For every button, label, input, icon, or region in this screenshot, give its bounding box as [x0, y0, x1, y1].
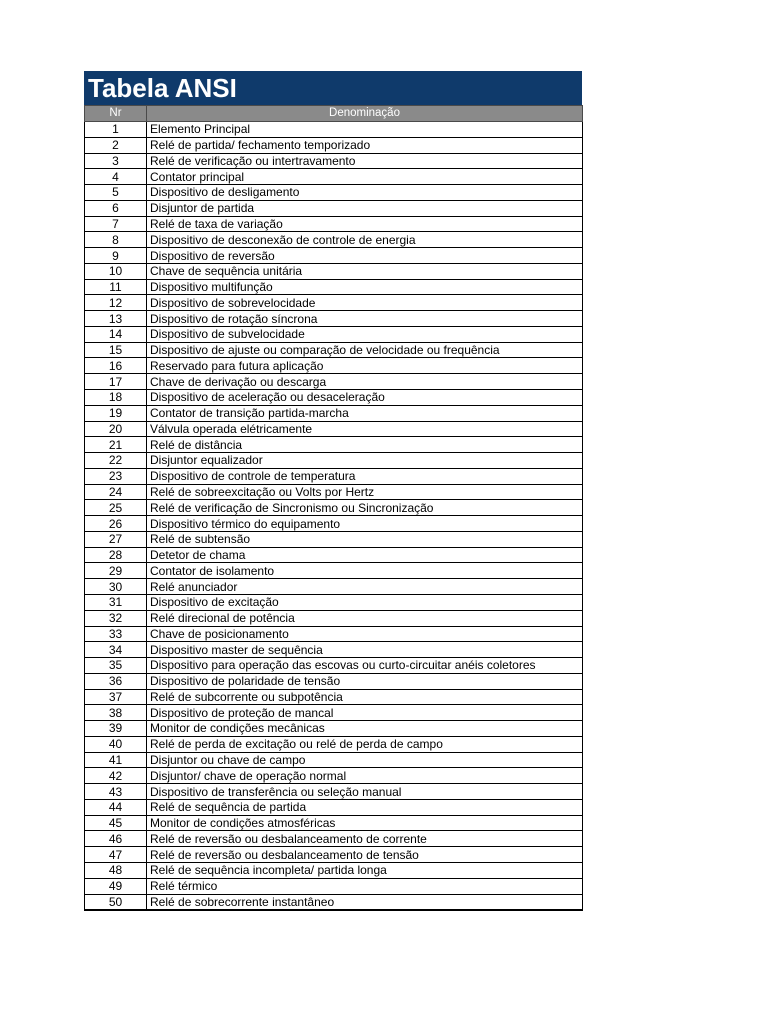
row-denomination: Relé de taxa de variação — [147, 216, 583, 232]
header-row — [85, 106, 583, 122]
row-denomination: Dispositivo de rotação síncrona — [147, 311, 583, 327]
row-number: 41 — [85, 752, 147, 768]
row-denomination: Relé de verificação de Sincronismo ou Sincronização — [147, 500, 583, 516]
table-row — [85, 374, 583, 390]
row-number: 26 — [85, 516, 147, 532]
row-number: 23 — [85, 468, 147, 484]
row-denomination: Chave de posicionamento — [147, 626, 583, 642]
row-denomination: Relé de partida/ fechamento temporizado — [147, 137, 583, 153]
row-number: 40 — [85, 736, 147, 752]
row-number: 29 — [85, 563, 147, 579]
table-row — [85, 563, 583, 579]
row-number: 16 — [85, 358, 147, 374]
row-number: 46 — [85, 831, 147, 847]
table-row — [85, 484, 583, 500]
row-number: 49 — [85, 878, 147, 894]
row-number: 48 — [85, 862, 147, 878]
row-number: 18 — [85, 390, 147, 406]
row-denomination: Contator de isolamento — [147, 563, 583, 579]
table-row — [85, 216, 583, 232]
row-number: 27 — [85, 531, 147, 547]
row-number: 31 — [85, 594, 147, 610]
table-row — [85, 453, 583, 469]
row-denomination: Disjuntor equalizador — [147, 453, 583, 469]
row-number: 11 — [85, 279, 147, 295]
table-row — [85, 137, 583, 153]
table-row — [85, 799, 583, 815]
table-row — [85, 736, 583, 752]
table-row — [85, 421, 583, 437]
ansi-table — [84, 105, 583, 911]
row-number: 39 — [85, 721, 147, 737]
table-body — [85, 122, 583, 911]
table-row — [85, 721, 583, 737]
table-row — [85, 547, 583, 563]
row-denomination: Dispositivo master de sequência — [147, 642, 583, 658]
row-number: 8 — [85, 232, 147, 248]
table-row — [85, 200, 583, 216]
row-denomination: Elemento Principal — [147, 122, 583, 138]
table-row — [85, 263, 583, 279]
row-denomination: Relé de sequência incompleta/ partida longa — [147, 862, 583, 878]
row-number: 12 — [85, 295, 147, 311]
table-row — [85, 673, 583, 689]
row-denomination: Relé de sobreexcitação ou Volts por Hertz — [147, 484, 583, 500]
row-denomination: Dispositivo térmico do equipamento — [147, 516, 583, 532]
row-number: 37 — [85, 689, 147, 705]
row-number: 28 — [85, 547, 147, 563]
table-row — [85, 878, 583, 894]
title-bar — [84, 71, 582, 105]
table-row — [85, 689, 583, 705]
table-row — [85, 248, 583, 264]
row-denomination: Dispositivo de proteção de mancal — [147, 705, 583, 721]
row-denomination: Dispositivo de desconexão de controle de energia — [147, 232, 583, 248]
table-row — [85, 405, 583, 421]
row-denomination: Relé de verificação ou intertravamento — [147, 153, 583, 169]
row-number: 43 — [85, 784, 147, 800]
row-number: 1 — [85, 122, 147, 138]
row-denomination: Relé de distância — [147, 437, 583, 453]
row-number: 4 — [85, 169, 147, 185]
row-denomination: Relé de subtensão — [147, 531, 583, 547]
table-row — [85, 642, 583, 658]
row-number: 25 — [85, 500, 147, 516]
row-denomination: Chave de sequência unitária — [147, 263, 583, 279]
row-denomination: Disjuntor de partida — [147, 200, 583, 216]
table-row — [85, 610, 583, 626]
table-row — [85, 468, 583, 484]
table-row — [85, 169, 583, 185]
row-number: 10 — [85, 263, 147, 279]
table-row — [85, 579, 583, 595]
row-number: 33 — [85, 626, 147, 642]
row-number: 38 — [85, 705, 147, 721]
row-denomination: Dispositivo de aceleração ou desaceleração — [147, 390, 583, 406]
row-denomination: Monitor de condições atmosféricas — [147, 815, 583, 831]
row-number: 50 — [85, 894, 147, 910]
row-denomination: Dispositivo de reversão — [147, 248, 583, 264]
row-number: 45 — [85, 815, 147, 831]
table-row — [85, 862, 583, 878]
table-row — [85, 768, 583, 784]
row-denomination: Válvula operada elétricamente — [147, 421, 583, 437]
row-denomination: Relé de sequência de partida — [147, 799, 583, 815]
row-denomination: Dispositivo de sobrevelocidade — [147, 295, 583, 311]
row-denomination: Dispositivo de desligamento — [147, 185, 583, 201]
column-header-nr: Nr — [85, 106, 147, 122]
row-number: 9 — [85, 248, 147, 264]
row-number: 44 — [85, 799, 147, 815]
row-number: 47 — [85, 847, 147, 863]
table-row — [85, 185, 583, 201]
table-row — [85, 232, 583, 248]
row-denomination: Chave de derivação ou descarga — [147, 374, 583, 390]
table-row — [85, 784, 583, 800]
row-number: 19 — [85, 405, 147, 421]
table-row — [85, 326, 583, 342]
row-number: 13 — [85, 311, 147, 327]
table-row — [85, 390, 583, 406]
row-number: 30 — [85, 579, 147, 595]
row-denomination: Contator principal — [147, 169, 583, 185]
row-number: 5 — [85, 185, 147, 201]
row-number: 14 — [85, 326, 147, 342]
row-number: 15 — [85, 342, 147, 358]
table-row — [85, 815, 583, 831]
row-denomination: Relé de reversão ou desbalanceamento de corrente — [147, 831, 583, 847]
row-denomination: Dispositivo de ajuste ou comparação de velocidade ou frequência — [147, 342, 583, 358]
row-denomination: Relé de sobrecorrente instantâneo — [147, 894, 583, 910]
table-row — [85, 279, 583, 295]
row-denomination: Dispositivo de transferência ou seleção manual — [147, 784, 583, 800]
row-denomination: Dispositivo de excitação — [147, 594, 583, 610]
row-number: 17 — [85, 374, 147, 390]
table-row — [85, 831, 583, 847]
table-header — [85, 106, 583, 122]
table-row — [85, 500, 583, 516]
table-row — [85, 626, 583, 642]
page-title: Tabela ANSI — [88, 73, 237, 103]
row-number: 20 — [85, 421, 147, 437]
row-denomination: Dispositivo multifunção — [147, 279, 583, 295]
row-number: 7 — [85, 216, 147, 232]
row-denomination: Relé direcional de potência — [147, 610, 583, 626]
column-header-name: Denominação — [147, 106, 583, 122]
row-denomination: Disjuntor ou chave de campo — [147, 752, 583, 768]
row-number: 42 — [85, 768, 147, 784]
table-row — [85, 594, 583, 610]
row-number: 24 — [85, 484, 147, 500]
row-denomination: Relé de subcorrente ou subpotência — [147, 689, 583, 705]
row-number: 6 — [85, 200, 147, 216]
row-denomination: Dispositivo de controle de temperatura — [147, 468, 583, 484]
table-row — [85, 122, 583, 138]
row-number: 35 — [85, 658, 147, 674]
row-denomination: Relé anunciador — [147, 579, 583, 595]
table-row — [85, 658, 583, 674]
row-number: 34 — [85, 642, 147, 658]
row-denomination: Relé de reversão ou desbalanceamento de tensão — [147, 847, 583, 863]
row-denomination: Dispositivo de subvelocidade — [147, 326, 583, 342]
table-row — [85, 437, 583, 453]
table-row — [85, 358, 583, 374]
row-number: 36 — [85, 673, 147, 689]
table-row — [85, 752, 583, 768]
row-denomination: Dispositivo de polaridade de tensão — [147, 673, 583, 689]
row-number: 2 — [85, 137, 147, 153]
table-row — [85, 311, 583, 327]
table-row — [85, 705, 583, 721]
row-denomination: Relé de perda de excitação ou relé de perda de campo — [147, 736, 583, 752]
table-row — [85, 847, 583, 863]
row-denomination: Reservado para futura aplicação — [147, 358, 583, 374]
row-denomination: Monitor de condições mecânicas — [147, 721, 583, 737]
row-denomination: Dispositivo para operação das escovas ou curto-circuitar anéis coletores — [147, 658, 583, 674]
row-number: 32 — [85, 610, 147, 626]
row-number: 22 — [85, 453, 147, 469]
row-denomination: Contator de transição partida-marcha — [147, 405, 583, 421]
table-row — [85, 516, 583, 532]
table-row — [85, 894, 583, 910]
table-row — [85, 342, 583, 358]
row-denomination: Relé térmico — [147, 878, 583, 894]
table-row — [85, 531, 583, 547]
row-denomination: Detetor de chama — [147, 547, 583, 563]
table-row — [85, 295, 583, 311]
table-row — [85, 153, 583, 169]
ansi-table-container — [84, 71, 582, 911]
row-number: 3 — [85, 153, 147, 169]
row-denomination: Disjuntor/ chave de operação normal — [147, 768, 583, 784]
row-number: 21 — [85, 437, 147, 453]
